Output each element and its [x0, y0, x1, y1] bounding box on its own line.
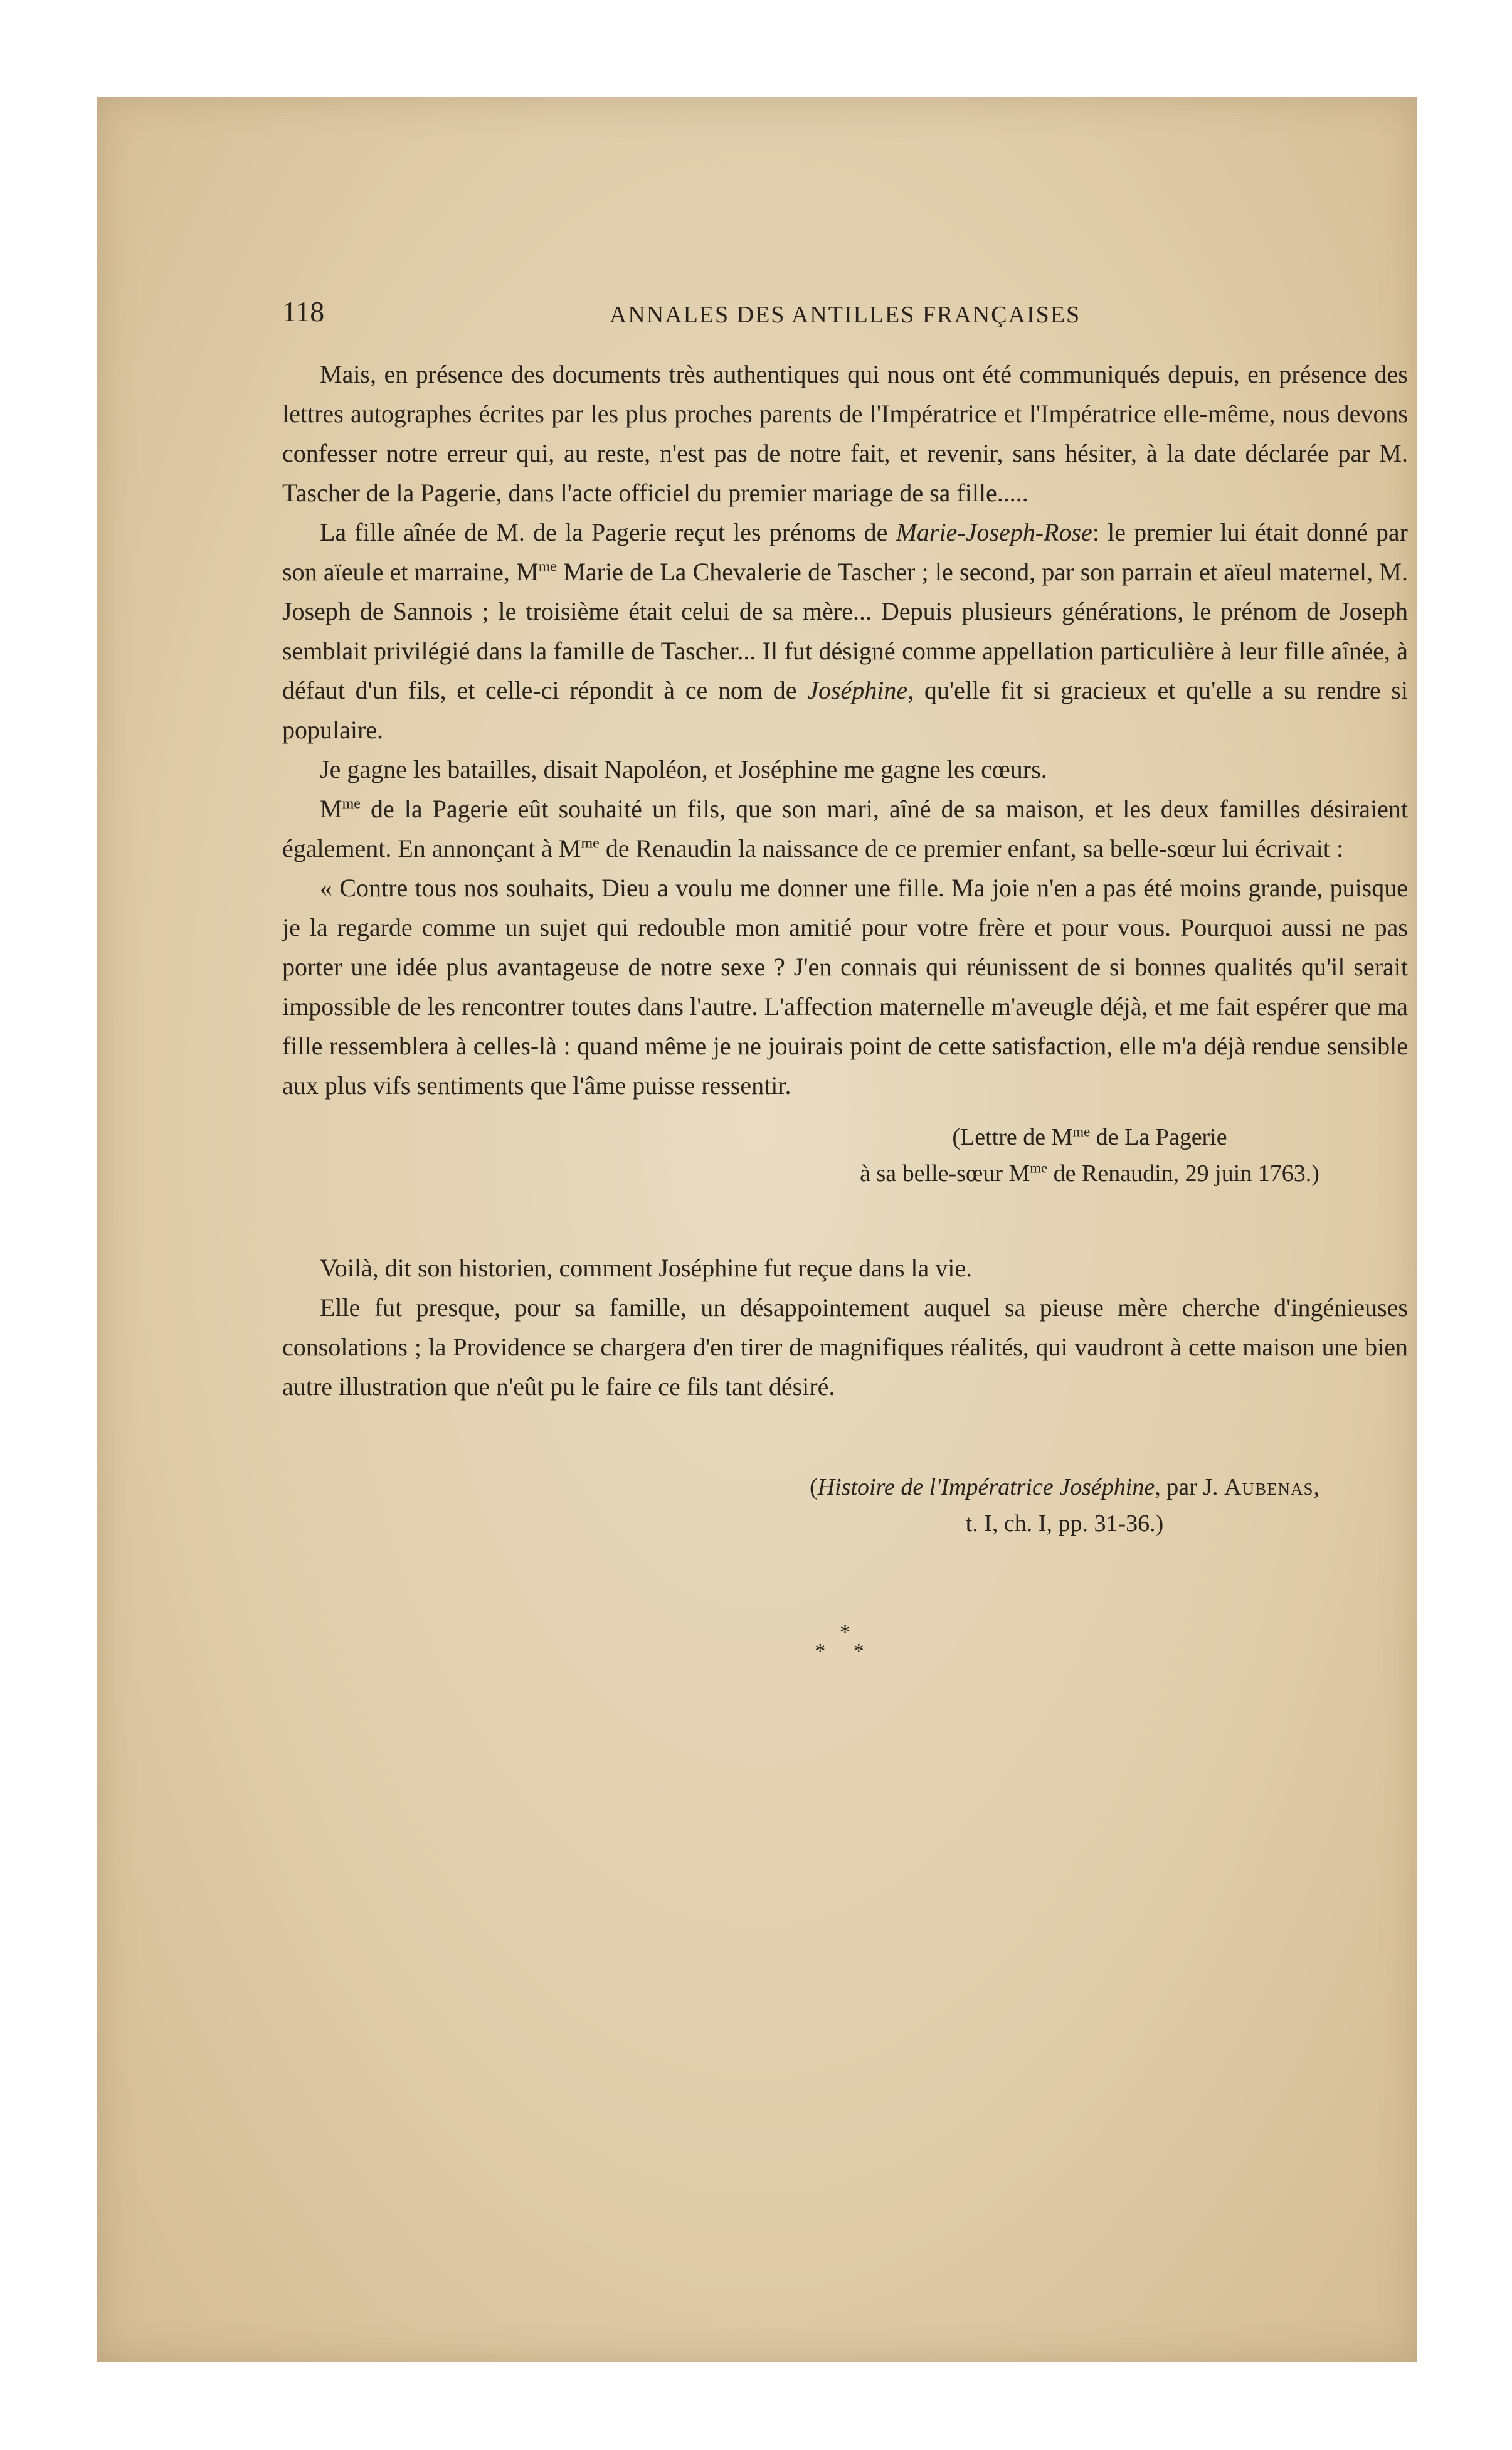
book-citation [282, 1469, 1408, 1542]
paragraph-3: Je gagne les batailles, disait Napoléon, et Joséphine me gagne les cœurs. [320, 755, 1047, 783]
asterism-bottom: * * [815, 1640, 875, 1663]
running-head [282, 292, 1408, 342]
page-number: 118 [282, 295, 325, 327]
running-title: ANNALES DES ANTILLES FRANÇAISES [609, 302, 1081, 328]
book-citation-line-2: t. I, ch. I, pp. 31-36.) [965, 1510, 1164, 1537]
name-josephine: Joséphine [807, 676, 908, 704]
paragraph-1: Mais, en présence des documents très authentiques qui nous ont été communiqués depuis, en présence des lettres autographes écrites par les plus proches parents de l'Impératrice et l'Impératrice elle-même, nous devons confesser notre erreur qui, au reste, n'est pas de notre fait, et revenir, sans hésiter, à la date déclarée par M. Tascher de la Pagerie, dans l'acte officiel du premier mariage de sa fille..... [282, 360, 1408, 507]
paragraph-4: $M^{me}$ de la Pagerie eût souhaité un fils, que son mari, aîné de sa maison, et les deux familles désiraient également. En annonçant à $M^{me}$ de Renaudin la naissance de ce premier enfant, sa belle-sœur lui écrivait : [282, 795, 1408, 862]
page-text [282, 292, 1408, 1661]
quoted-letter: « Contre tous nos souhaits, Dieu a voulu me donner une fille. Ma joie n'en a pas été moins grande, puisque je la regarde comme un sujet qui redouble mon amitié pour votre frère et pour vous. Pourquoi aussi ne pas porter une idée plus avantageuse de notre sexe ? J'en connais qui réunissent de si bonnes qualités qu'il serait impossible de les rencontrer toutes dans l'autre. L'affection maternelle m'aveugle déjà, et me fait espérer que ma fille ressemblera à celles-là : quand même je ne jouirais point de cette satisfaction, elle m'a déjà rendue sensible aux plus vifs sentiments que l'âme puisse ressentir. [282, 874, 1408, 1100]
scanned-page [97, 97, 1417, 2362]
asterism [282, 1623, 1408, 1661]
letter-citation-line-2: à sa belle-sœur $M^{me}$ de Renaudin, 29 juin 1763.) [860, 1160, 1319, 1187]
paragraph-2: La fille aînée de M. de la Pagerie reçut les prénoms de Marie-Joseph-Rose: le premier lui était donné par son aïeule et marraine, $M^{me}$ Marie de La Chevalerie de Tascher ; le second, par son parrain et aïeul maternel, M. Joseph de Sannois ; le troisième était celui de sa mère... Depuis plusieurs générations, le prénom de Joseph semblait privilégié dans la famille de Tascher... Il fut désigné comme appellation particulière à leur fille aînée, à défaut d'un fils, et celle-ci répondit à ce nom de Joséphine, qu'elle fit si gracieux et qu'elle a su rendre si populaire. [282, 518, 1408, 744]
asterism-top: * [840, 1621, 850, 1644]
spacer [282, 1192, 1408, 1248]
letter-citation-line-1: (Lettre de $M^{me}$ de La Pagerie [952, 1123, 1227, 1150]
paragraph-7: Elle fut presque, pour sa famille, un désappointement auquel sa pieuse mère cherche d'ingénieuses consolations ; la Providence se chargera d'en tirer de magnifiques réalités, qui vaudront à cette maison une bien autre illustration que n'eût pu le faire ce fils tant désiré. [282, 1293, 1408, 1401]
book-title: Histoire de l'Impératrice Joséphine [817, 1474, 1155, 1500]
paragraph-6: Voilà, dit son historien, comment Joséphine fut reçue dans la vie. [320, 1254, 973, 1282]
book-citation-line-1: (Histoire de l'Impératrice Joséphine, par J. Aubenas, [810, 1474, 1319, 1500]
letter-citation [282, 1119, 1408, 1192]
name-marie-joseph-rose: Marie-Joseph-Rose [896, 518, 1092, 546]
book-author: Aubenas [1224, 1474, 1314, 1500]
